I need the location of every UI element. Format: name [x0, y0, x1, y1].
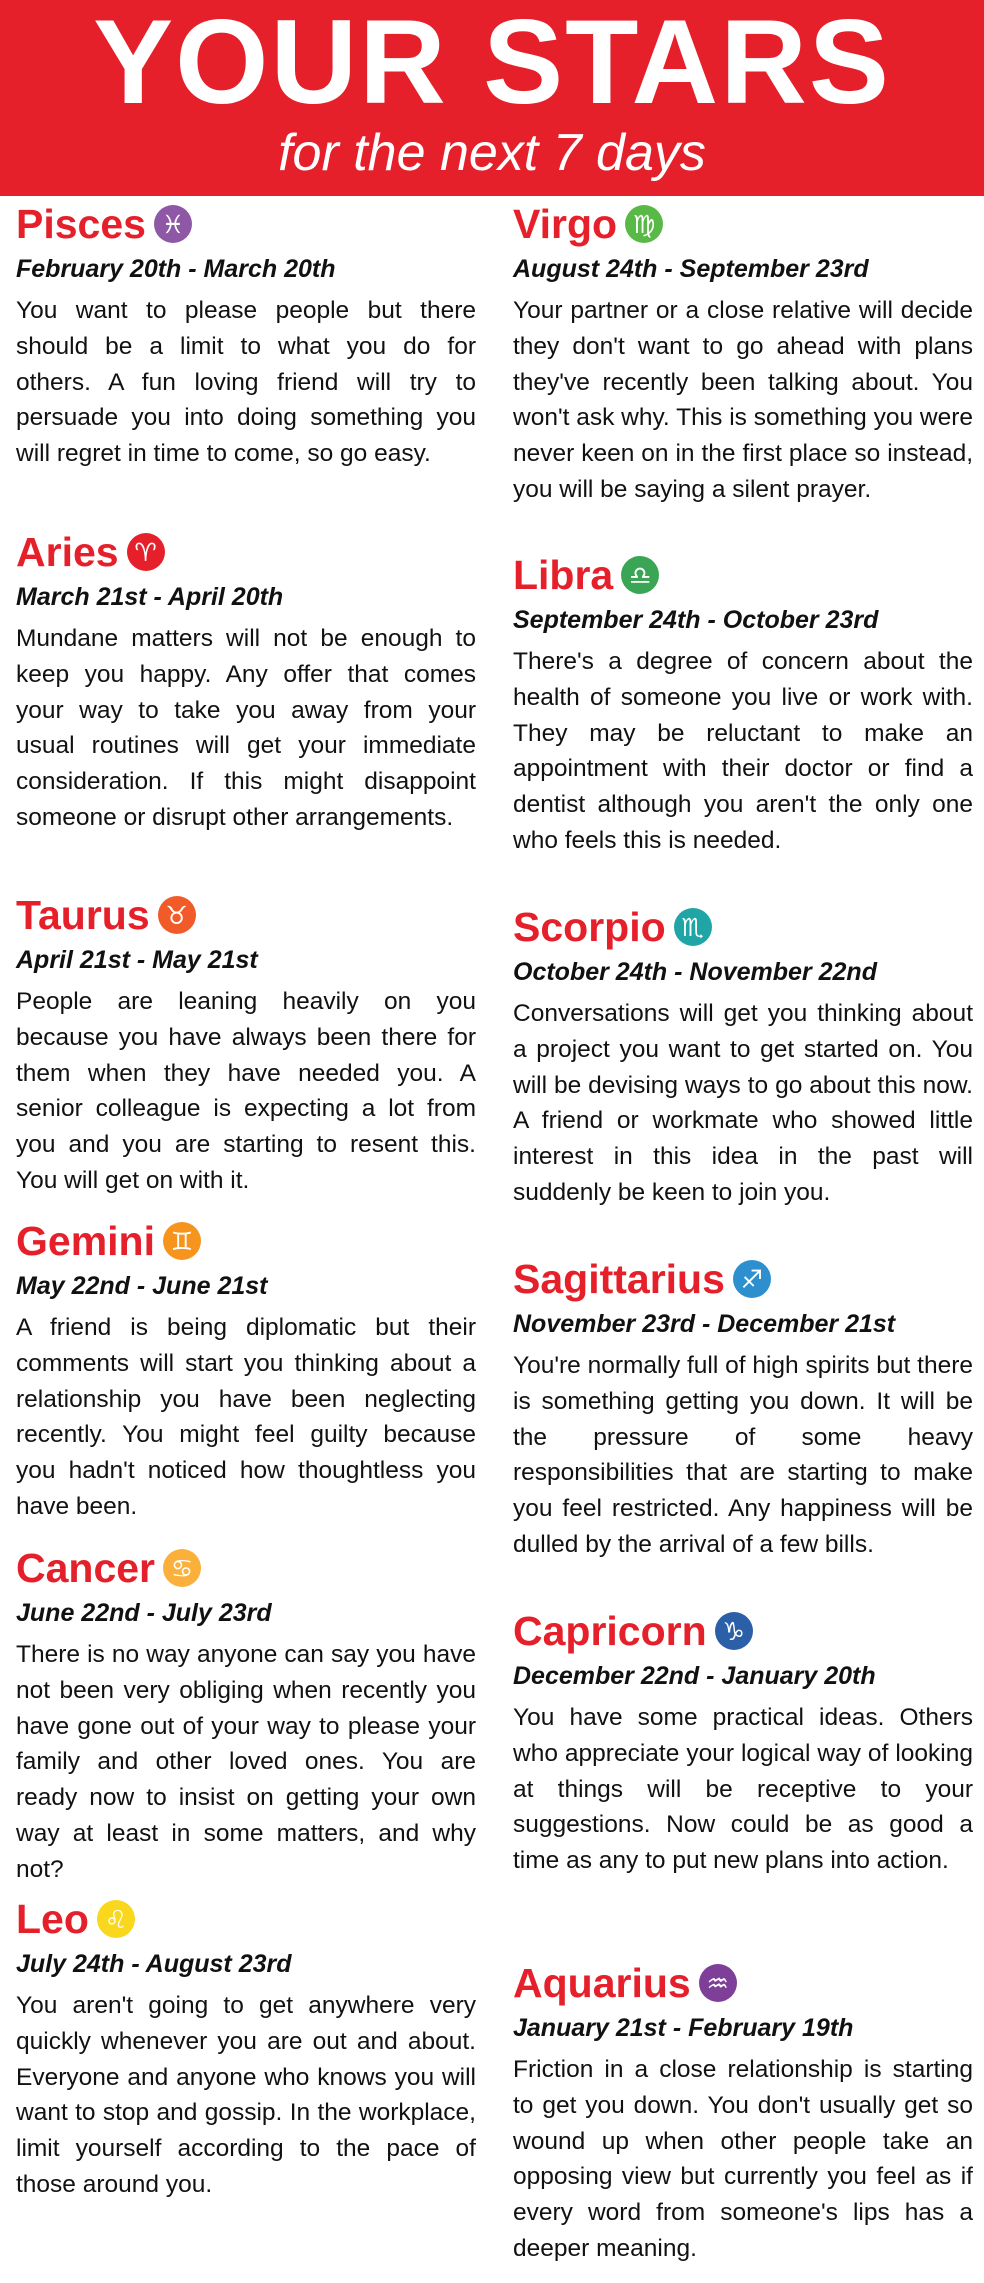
sign-forecast: Friction in a close relationship is starting to get you down. You don't usually get so wound up when other people take an opposing view but currently you feel as if every word from someone's lips has a deeper meaning. [513, 2056, 973, 2262]
sign-heading [16, 1213, 476, 1269]
sign-aries [16, 524, 476, 836]
sign-heading [16, 524, 476, 580]
sign-dates: September 24th - October 23rd [513, 606, 879, 634]
sign-forecast: A friend is being diplomatic but their comments will start you thinking about a relationship you have been neglecting recently. You might feel guilty because you hadn't noticed how thoughtless you have been. [16, 1314, 476, 1520]
sign-forecast: You aren't going to get anywhere very quickly whenever you are out and about. Everyone and anyone who knows you will want to stop and gossip. In the workplace, limit yourself according to the pace of those around you. [16, 1992, 476, 2198]
sign-forecast: Mundane matters will not be enough to keep you happy. Any offer that comes your way to take you away from your usual routines will get your immediate consideration. If this might disappoint someone or disrupt other arrangements. [16, 625, 476, 831]
capricorn-icon: ♑ [715, 1612, 753, 1650]
sign-gemini [16, 1213, 476, 1525]
sign-forecast: You're normally full of high spirits but there is something getting you down. It will be the pressure of some heavy responsibilities that are starting to make you feel restricted. Any happiness will be dulled by the arrival of a few bills. [513, 1352, 973, 1558]
gemini-icon: ♊ [163, 1222, 201, 1260]
sign-heading [513, 547, 973, 603]
aries-icon: ♈ [127, 533, 165, 571]
sign-pisces [16, 196, 476, 472]
sign-forecast: People are leaning heavily on you because you have always been there for them when they have needed you. A senior colleague is expecting a lot from you and you are starting to resent this. You will get on with it. [16, 988, 476, 1194]
sign-name: Gemini [16, 1218, 155, 1264]
sign-dates: January 21st - February 19th [513, 2014, 854, 2042]
sign-heading [16, 196, 476, 252]
sign-name: Taurus [16, 892, 150, 938]
sign-forecast: There's a degree of concern about the health of someone you live or work with. They may be reluctant to make an appointment with their doctor or find a dentist although you aren't the only one who feels this is needed. [513, 648, 973, 854]
sign-dates: March 21st - April 20th [16, 583, 284, 611]
libra-icon: ♎ [621, 556, 659, 594]
aquarius-icon: ♒ [699, 1964, 737, 2002]
sign-heading [513, 1251, 973, 1307]
sign-dates: April 21st - May 21st [16, 946, 258, 974]
sign-forecast: There is no way anyone can say you have not been very obliging when recently you have gone out of your way to please your family and other loved ones. You are ready now to insist on getting your own way at least in some matters, and why not? [16, 1641, 476, 1883]
scorpio-icon: ♏ [674, 908, 712, 946]
sign-name: Capricorn [513, 1608, 707, 1654]
sign-name: Pisces [16, 201, 146, 247]
sign-leo [16, 1891, 476, 2203]
sign-heading [513, 1955, 973, 2011]
sign-cancer [16, 1540, 476, 1888]
sign-forecast: Conversations will get you thinking about a project you want to get started on. You will be devising ways to go about this now. A friend or workmate who showed little interest in this idea in the past will suddenly be keen to join you. [513, 1000, 973, 1206]
page-subtitle: for the next 7 days [278, 124, 706, 182]
virgo-icon: ♍ [625, 205, 663, 243]
sign-dates: November 23rd - December 21st [513, 1310, 896, 1338]
sign-dates: June 22nd - July 23rd [16, 1599, 272, 1627]
page-title: YOUR STARS [93, 0, 891, 129]
sign-libra [513, 547, 973, 859]
sign-name: Aries [16, 529, 119, 575]
sign-heading [513, 196, 973, 252]
sign-name: Aquarius [513, 1960, 691, 2006]
sign-dates: July 24th - August 23rd [16, 1950, 292, 1978]
cancer-icon: ♋ [163, 1549, 201, 1587]
sagittarius-icon: ♐ [733, 1260, 771, 1298]
sign-name: Libra [513, 552, 614, 598]
sign-forecast: You want to please people but there should be a limit to what you do for others. A fun loving friend will try to persuade you into doing something you will regret in time to come, so go easy. [16, 297, 476, 468]
sign-dates: December 22nd - January 20th [513, 1662, 876, 1690]
sign-heading [513, 1603, 973, 1659]
sign-name: Cancer [16, 1545, 156, 1591]
pisces-icon: ♓ [154, 205, 192, 243]
sign-scorpio [513, 899, 973, 1211]
sign-dates: May 22nd - June 21st [16, 1272, 268, 1300]
taurus-icon: ♉ [158, 896, 196, 934]
sign-heading [16, 1891, 476, 1947]
sign-forecast: You have some practical ideas. Others who appreciate your logical way of looking at things will be receptive to your suggestions. Now could be as good a time as any to put new plans into action. [513, 1704, 973, 1875]
sign-dates: February 20th - March 20th [16, 255, 336, 283]
sign-name: Virgo [513, 201, 618, 247]
sign-forecast: Your partner or a close relative will decide they don't want to go ahead with plans they've recently been talking about. You won't ask why. This is something you were never keen on in the first place so instead, you will be saying a silent prayer. [513, 297, 973, 503]
sign-heading [16, 1540, 476, 1596]
sign-taurus [16, 887, 476, 1199]
horoscope-columns [0, 196, 984, 2283]
sign-name: Leo [16, 1896, 89, 1942]
sign-dates: October 24th - November 22nd [513, 958, 877, 986]
sign-dates: August 24th - September 23rd [513, 255, 869, 283]
sign-name: Sagittarius [513, 1256, 725, 1302]
leo-icon: ♌ [97, 1900, 135, 1938]
sign-aquarius [513, 1955, 973, 2267]
sign-name: Scorpio [513, 904, 666, 950]
sign-heading [16, 887, 476, 943]
page-header [0, 0, 984, 196]
sign-heading [513, 899, 973, 955]
sign-virgo [513, 196, 973, 508]
sign-sagittarius [513, 1251, 973, 1563]
sign-capricorn [513, 1603, 973, 1879]
